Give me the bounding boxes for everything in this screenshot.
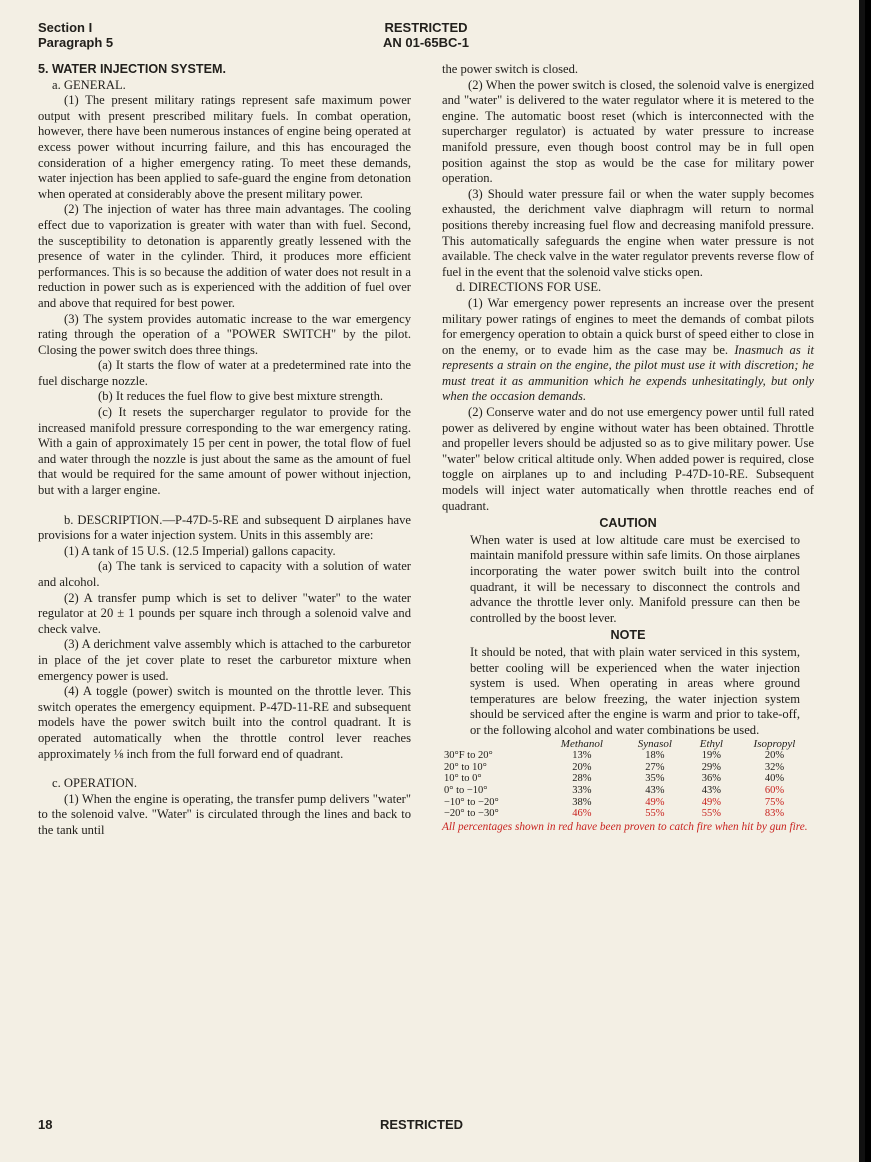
general-heading: a. GENERAL. bbox=[52, 77, 126, 92]
section-label: Section I bbox=[38, 20, 93, 35]
page-number: 18 bbox=[38, 1117, 53, 1132]
general-paragraph-1: (1) The present military ratings represent safe maximum power output with present prescribed military fuels. In combat operation, however, there have been numerous instances of engine being operated at excess power without incurring failure, and this has encouraged the consideration of a higher emergency rating. To meet these demands, water injection has been applied to safe-guard the engine from detonation when operated at considerably above the present military power. bbox=[38, 93, 411, 201]
temperature-range-cell: −10° to −20° bbox=[444, 796, 499, 808]
spacer bbox=[38, 499, 411, 513]
left-column bbox=[38, 62, 411, 839]
description-item-4: (4) A toggle (power) switch is mounted on the throttle lever. This switch operates the emergency equipment. P-47D-11-RE and subsequent models have the power switch built into the control quadrant. It is operated automatically when the throttle control lever reaches approximately ⅛ inch from the full forward end of quadrant. bbox=[38, 684, 411, 761]
description-item-2: (2) A transfer pump which is set to deliver "water" to the water regulator at 20 ± 1 pounds per square inch through a solenoid valve and check valve. bbox=[38, 590, 411, 636]
operation-heading: c. OPERATION. bbox=[52, 776, 138, 791]
caution-block bbox=[442, 533, 814, 627]
table-row bbox=[442, 750, 814, 762]
percentage-cell: 33% bbox=[572, 784, 592, 796]
percentage-cell: 55% bbox=[645, 808, 665, 820]
directions-paragraph-2: (2) Conserve water and do not use emergency power until full rated power as delivered by engine without water has been obtained. Throttle and propeller levers should be adjusted so as to give military power. Use "water" below critical altitude only. When added power is required, close toggle on airplanes up to and including P-47D-10-RE. Subsequent models will inject water automatically when throttle reaches end of quadrant. bbox=[442, 405, 814, 513]
percentage-cell: 40% bbox=[764, 773, 785, 785]
percentage-cell: 46% bbox=[572, 808, 592, 820]
table-header-row bbox=[442, 739, 814, 751]
percentage-cell: 20% bbox=[572, 761, 592, 773]
general-paragraph-3: (3) The system provides automatic increase to the war emergency rating through the operation of a "POWER SWITCH" by the pilot. Closing the power switch does three things. bbox=[38, 311, 411, 357]
table-header-methanol: Methanol bbox=[560, 737, 603, 750]
general-item-a: (a) It starts the flow of water at a predetermined rate into the fuel discharge nozzle. bbox=[38, 358, 411, 388]
section-title: 5. WATER INJECTION SYSTEM. bbox=[38, 62, 226, 76]
classification-top: RESTRICTED bbox=[384, 20, 468, 35]
table-header-ethyl: Ethyl bbox=[699, 737, 723, 750]
description-item-1: (1) A tank of 15 U.S. (12.5 Imperial) gallons capacity. bbox=[64, 543, 336, 558]
table-row bbox=[442, 808, 814, 820]
percentage-cell: 18% bbox=[645, 750, 665, 762]
temperature-range-cell: −20° to −30° bbox=[444, 808, 499, 820]
note-heading: NOTE bbox=[610, 628, 646, 643]
directions-heading: d. DIRECTIONS FOR USE. bbox=[456, 280, 602, 295]
temperature-range-cell: 10° to 0° bbox=[444, 773, 482, 785]
temperature-range-cell: 20° to 10° bbox=[444, 761, 487, 773]
percentage-cell: 43% bbox=[645, 784, 665, 796]
operation-paragraph-1-continued: the power switch is closed. bbox=[442, 62, 579, 76]
operation-paragraph-1: (1) When the engine is operating, the transfer pump delivers "water" to the solenoid valve. "Water" is circulated through the lines and back to the tank until bbox=[38, 791, 411, 837]
description-item-1a: (a) The tank is serviced to capacity with a solution of water and alcohol. bbox=[38, 559, 411, 589]
percentage-cell: 49% bbox=[645, 796, 665, 808]
spacer bbox=[38, 762, 411, 776]
table-body bbox=[442, 750, 814, 820]
note-block bbox=[442, 645, 814, 739]
general-paragraph-2: (2) The injection of water has three main advantages. The cooling effect due to vaporization is greater with water than with fuel. Second, the susceptibility to detonation is apparently greatly lessened with the presence of water in the cylinder. Third, it produces more efficient performances. This is so because the addition of water does not result in a reduction in power such as is experienced with the addition of fuel over and above that required for best power. bbox=[38, 202, 411, 310]
percentage-cell: 19% bbox=[701, 750, 721, 762]
classification-bottom: RESTRICTED bbox=[380, 1117, 464, 1132]
percentage-cell: 43% bbox=[701, 784, 721, 796]
caution-heading: CAUTION bbox=[599, 516, 657, 531]
alcohol-mixture-table bbox=[442, 739, 814, 820]
description-heading: b. DESCRIPTION. bbox=[64, 512, 163, 527]
percentage-cell: 27% bbox=[645, 761, 665, 773]
table-header-synasol: Synasol bbox=[637, 737, 672, 750]
percentage-cell: 36% bbox=[701, 773, 721, 785]
table-header-blank bbox=[442, 739, 542, 751]
description-item-3: (3) A derichment valve assembly which is attached to the carburetor in place of the jet cover plate to reset the carburetor mixture when emergency power is used. bbox=[38, 637, 411, 683]
percentage-cell: 83% bbox=[764, 808, 785, 820]
general-item-c: (c) It resets the supercharger regulator to provide for the increased manifold pressure corresponding to the war emergency rating. With a gain of approximately 15 per cent in power, the total flow of fuel and water through the nozzle is just about the same as the amount of fuel that would be required for the same amount of power without injection, but with a larger engine. bbox=[38, 405, 411, 498]
percentage-cell: 38% bbox=[572, 796, 592, 808]
percentage-cell: 35% bbox=[645, 773, 665, 785]
percentage-cell: 49% bbox=[701, 796, 721, 808]
note-text: It should be noted, that with plain water serviced in this system, better cooling will be experienced when the water injection system is used. When operating in areas where ground temperatures are below freezing, the water injection system should be serviced after the engine is warm and prior to take-off, or the following alcohol and water combinations be used. bbox=[470, 644, 800, 737]
temperature-range-cell: 30°F to 20° bbox=[444, 750, 493, 762]
document-number: AN 01-65BC-1 bbox=[383, 35, 469, 50]
section-header bbox=[38, 20, 113, 50]
table-header-isopropyl: Isopropyl bbox=[753, 737, 796, 750]
paragraph-label: Paragraph 5 bbox=[38, 35, 114, 50]
operation-paragraph-3: (3) Should water pressure fail or when the water supply becomes exhausted, the derichment valve diaphragm will return to normal positions thereby increasing fuel flow and decreasing manifold pressure. This automatically safeguards the engine when water pressure is not available. The check valve in the water regulator prevents reverse flow of fuel in the event that the solenoid valve sticks open. bbox=[442, 186, 814, 279]
general-item-b: (b) It reduces the fuel flow to give best mixture strength. bbox=[98, 389, 384, 404]
percentage-cell: 60% bbox=[764, 784, 785, 796]
percentage-cell: 28% bbox=[572, 773, 592, 785]
operation-paragraph-2: (2) When the power switch is closed, the solenoid valve is energized and "water" is delivered to the water regulator where it is metered to the engine. The automatic boost reset (which is interconnected with the supercharger regulator) is actuated by water pressure to increase manifold pressure, even though boost control may be in full open position against the stop as would be the case for military power operation. bbox=[442, 77, 814, 186]
percentage-cell: 55% bbox=[701, 808, 721, 820]
percentage-cell: 75% bbox=[764, 796, 785, 808]
percentage-cell: 13% bbox=[572, 750, 592, 762]
percentage-cell: 20% bbox=[764, 750, 785, 762]
description-paragraph bbox=[38, 513, 411, 544]
table-row bbox=[442, 762, 814, 774]
percentage-cell: 32% bbox=[764, 761, 785, 773]
caution-text: When water is used at low altitude care must be exercised to maintain manifold pressure within safe limits. On those airplanes incorporating the water power switch built into the control quadrant, it will be necessary to disconnect the controls and advance the throttle lever only. Manifold pressure can then be controlled by the boost lever. bbox=[470, 532, 800, 625]
directions-paragraph-1 bbox=[442, 296, 814, 405]
table-row bbox=[442, 773, 814, 785]
table-footnote: All percentages shown in red have been proven to catch fire when hit by gun fire. bbox=[442, 820, 808, 833]
table-row bbox=[442, 785, 814, 797]
page-edge bbox=[859, 0, 865, 1162]
temperature-range-cell: 0° to −10° bbox=[444, 784, 488, 796]
description-intro: —P-47D-5-RE and subsequent D airplanes have provisions for a water injection system. Units in this assembly are: bbox=[38, 512, 411, 543]
table-row bbox=[442, 797, 814, 809]
percentage-cell: 29% bbox=[701, 761, 721, 773]
document-header bbox=[356, 20, 496, 50]
directions-text-1: (1) War emergency power represents an increase over the present military power ratings of engines to meet the demands of combat pilots for emergency operation to obtain a quick burst of speed either to close in on the enemy, or to evade him as the case may be. bbox=[442, 295, 814, 357]
directions-warning-italic: Inasmuch as it represents a strain on the engine, the pilot must use it with discretion; he must treat it as ammunition which he expends unhesitatingly, but only when the occasion demands. bbox=[442, 342, 814, 404]
right-column bbox=[442, 62, 814, 833]
